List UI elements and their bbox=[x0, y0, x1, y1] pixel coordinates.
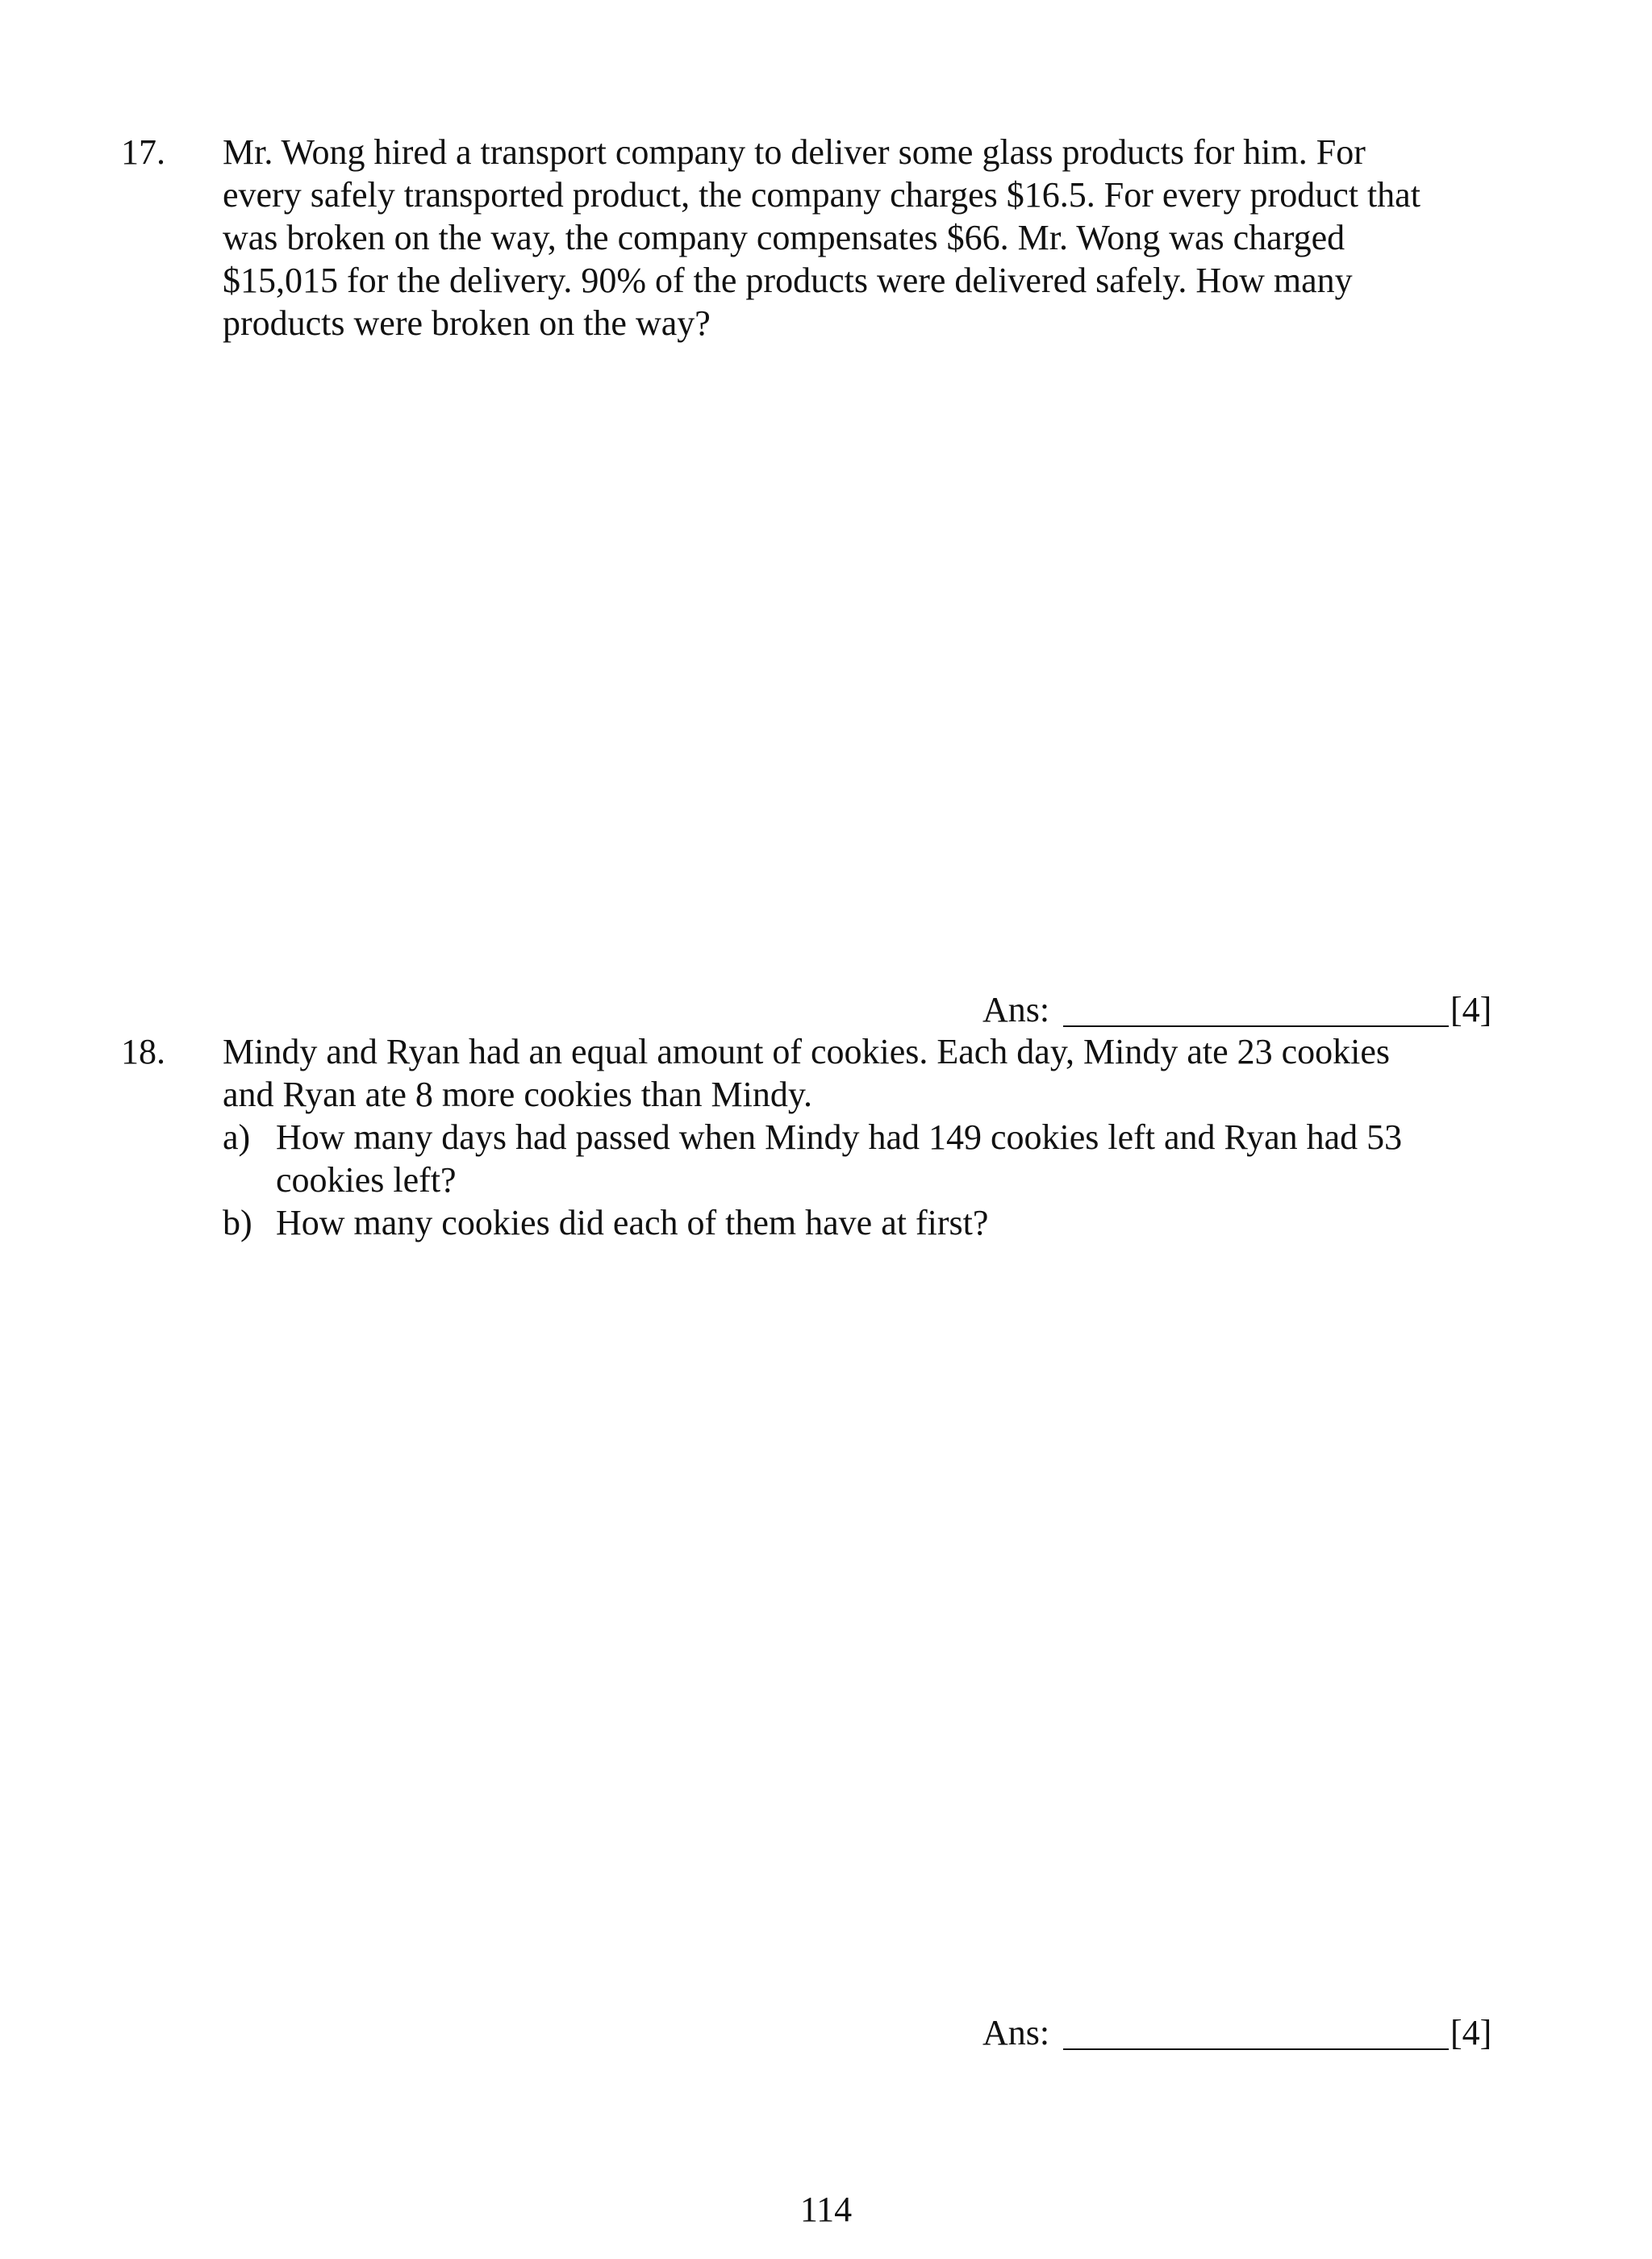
question-18-answer-row bbox=[982, 2011, 1499, 2060]
question-18-line-1: Mindy and Ryan had an equal amount of cookies. Each day, Mindy ate 23 cookies bbox=[223, 1032, 1391, 1071]
question-18-line-2: and Ryan ate 8 more cookies than Mindy. bbox=[223, 1075, 812, 1114]
question-17-line-2: every safely transported product, the company charges $16.5. For every product that bbox=[223, 175, 1420, 215]
question-17-line-5: products were broken on the way? bbox=[223, 303, 711, 343]
question-18-text bbox=[223, 1030, 1529, 1116]
question-18-answer-label: Ans: bbox=[982, 2013, 1050, 2052]
question-18-part-a bbox=[223, 1116, 1529, 1201]
question-18-answer-blank[interactable] bbox=[1063, 2011, 1449, 2050]
question-17-line-3: was broken on the way, the company compensates $66. Mr. Wong was charged bbox=[223, 218, 1345, 257]
question-18-number: 18. bbox=[121, 1032, 165, 1071]
question-18-marks: [4] bbox=[1450, 2013, 1492, 2052]
question-18-part-b-letter: b) bbox=[223, 1203, 252, 1242]
question-18-part-a-letter: a) bbox=[223, 1117, 251, 1157]
question-17-answer-label: Ans: bbox=[982, 990, 1050, 1029]
question-17-answer-blank[interactable] bbox=[1063, 988, 1449, 1027]
question-17-text bbox=[223, 131, 1529, 344]
question-17-line-1: Mr. Wong hired a transport company to deliver some glass products for him. For bbox=[223, 132, 1366, 172]
question-18-part-b bbox=[223, 1201, 1529, 1244]
page-number: 114 bbox=[799, 2190, 853, 2229]
question-17-number: 17. bbox=[121, 132, 165, 172]
question-17-answer-row bbox=[982, 988, 1499, 1037]
question-18-part-a-line-1: How many days had passed when Mindy had 149 cookies left and Ryan had 53 bbox=[276, 1117, 1403, 1157]
question-17-marks: [4] bbox=[1450, 990, 1492, 1029]
question-17-line-4: $15,015 for the delivery. 90% of the products were delivered safely. How many bbox=[223, 261, 1353, 300]
question-18-part-a-line-2: cookies left? bbox=[276, 1160, 457, 1200]
question-18-part-b-line-1: How many cookies did each of them have at first? bbox=[276, 1203, 989, 1242]
question-18-subparts bbox=[223, 1116, 1529, 1244]
